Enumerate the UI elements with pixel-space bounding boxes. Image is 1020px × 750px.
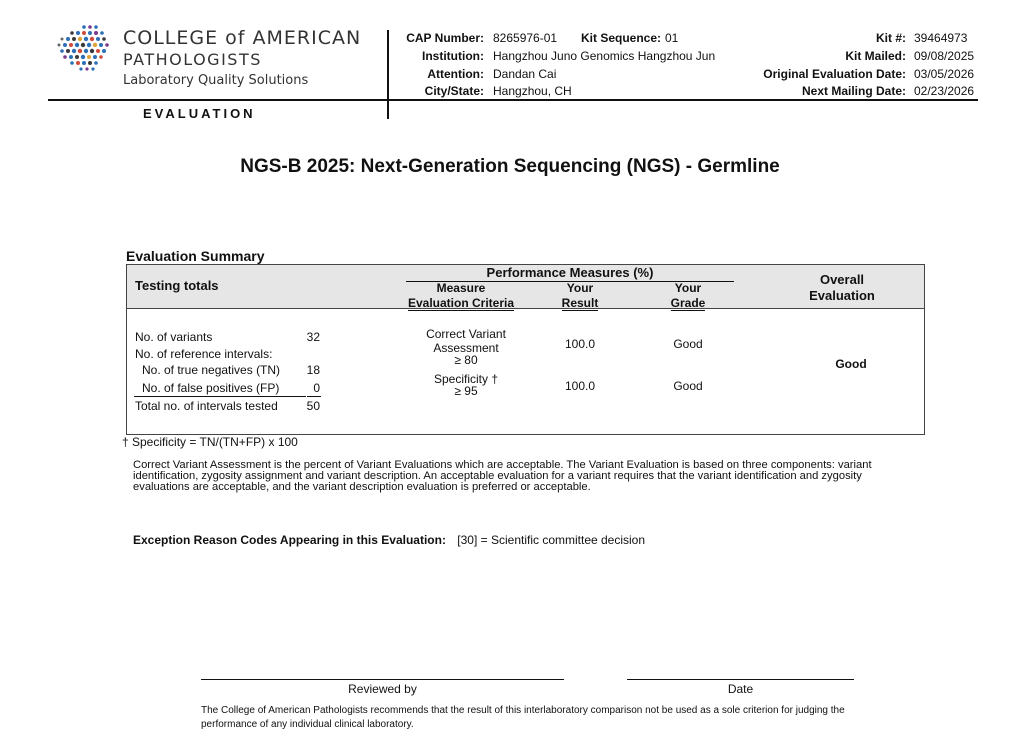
col-grade-label: Grade bbox=[670, 296, 706, 310]
measure2-criteria: ≥ 95 bbox=[454, 384, 478, 398]
performance-measures-header: Performance Measures (%) bbox=[406, 265, 734, 282]
col-grade-line2 bbox=[653, 296, 723, 310]
measure1-criteria: ≥ 80 bbox=[454, 353, 478, 367]
original-evaluation-date-label: Original Evaluation Date: bbox=[763, 67, 906, 81]
institution-label: Institution: bbox=[422, 49, 484, 63]
exception-codes-label: Exception Reason Codes Appearing in this Evaluation: bbox=[133, 533, 446, 547]
city-state-value: Hangzhou, CH bbox=[493, 84, 572, 98]
col-result-label: Result bbox=[561, 296, 599, 310]
total-label-true-negatives: No. of true negatives (TN) bbox=[142, 363, 281, 377]
description-paragraph: Correct Variant Assessment is the percent of Variant Evaluations which are acceptable. The Variant Evaluation is based on three components: variant identification, zygosity assignment and variant description. An acceptable evaluation for a variant requires that the variant identification and zygosity evaluations are acceptable, and the variant description evaluation is preferred or acceptable. bbox=[133, 459, 872, 493]
reviewed-by-label: Reviewed by bbox=[348, 682, 417, 696]
header-divider bbox=[48, 99, 978, 101]
col-measure-line1: Measure bbox=[436, 281, 486, 295]
totals-rule bbox=[134, 396, 306, 397]
section-label: EVALUATION bbox=[143, 106, 256, 121]
totals-rule-value bbox=[307, 396, 321, 397]
total-label-intervals-tested: Total no. of intervals tested bbox=[135, 399, 278, 413]
col-measure-label: Evaluation Criteria bbox=[407, 296, 515, 310]
kit-number-value: 39464973 bbox=[914, 31, 968, 45]
overall-evaluation-value: Good bbox=[835, 357, 867, 371]
total-label-reference-intervals: No. of reference intervals: bbox=[135, 347, 273, 361]
city-state-label: City/State: bbox=[424, 84, 484, 98]
date-label: Date bbox=[727, 682, 754, 696]
col-result-line2 bbox=[545, 296, 615, 310]
measure2-name: Specificity † bbox=[433, 372, 499, 386]
specificity-footnote: † Specificity = TN/(TN+FP) x 100 bbox=[122, 435, 298, 449]
logo-title-line2: PATHOLOGISTS bbox=[123, 50, 262, 69]
measure1-grade: Good bbox=[673, 337, 703, 351]
institution-value: Hangzhou Juno Genomics Hangzhou Jun bbox=[493, 49, 716, 63]
logo-title-line1: COLLEGE of AMERICAN bbox=[123, 27, 362, 49]
measure2-grade: Good bbox=[673, 379, 703, 393]
cap-number-label: CAP Number: bbox=[406, 31, 484, 45]
measure1-result: 100.0 bbox=[564, 337, 596, 351]
reviewed-by-line bbox=[201, 679, 564, 680]
disclaimer-text: The College of American Pathologists recommends that the result of this interlaboratory comparison not be used as a sole criterion for judging the performance of any individual clinical laboratory. bbox=[201, 705, 845, 730]
cap-number-value: 8265976-01 bbox=[493, 31, 558, 45]
col-measure-line2 bbox=[402, 296, 520, 310]
total-value-variants: 32 bbox=[306, 330, 320, 344]
exception-codes-value: [30] = Scientific committee decision bbox=[457, 533, 646, 547]
measure2-result: 100.0 bbox=[564, 379, 596, 393]
header-vertical-divider bbox=[387, 30, 389, 119]
next-mailing-date-value: 02/23/2026 bbox=[914, 84, 975, 98]
kit-mailed-value: 09/08/2025 bbox=[914, 49, 975, 63]
attention-value: Dandan Cai bbox=[493, 67, 557, 81]
date-line bbox=[627, 679, 854, 680]
total-value-intervals-tested: 50 bbox=[306, 399, 320, 413]
kit-number-label: Kit #: bbox=[876, 31, 906, 45]
original-evaluation-date-value: 03/05/2026 bbox=[914, 67, 975, 81]
measure1-name-line1: Correct Variant bbox=[426, 327, 506, 341]
col-grade-line1: Your bbox=[674, 281, 702, 295]
total-label-variants: No. of variants bbox=[135, 330, 213, 344]
kit-mailed-label: Kit Mailed: bbox=[845, 49, 906, 63]
evaluation-summary-heading: Evaluation Summary bbox=[126, 248, 265, 264]
cap-logo-icon bbox=[56, 24, 112, 74]
exception-codes-line bbox=[133, 533, 645, 547]
measure1-name-line2: Assessment bbox=[433, 341, 499, 355]
testing-totals-header: Testing totals bbox=[135, 278, 219, 293]
total-value-true-negatives: 18 bbox=[306, 363, 320, 377]
attention-label: Attention: bbox=[427, 67, 484, 81]
kit-sequence-value: 01 bbox=[665, 31, 679, 45]
report-title: NGS-B 2025: Next-Generation Sequencing (NGS) - Germline bbox=[240, 156, 780, 177]
next-mailing-date-label: Next Mailing Date: bbox=[801, 84, 906, 98]
total-value-false-positives: 0 bbox=[313, 381, 320, 395]
logo-subtitle: Laboratory Quality Solutions bbox=[123, 73, 309, 88]
kit-sequence-label: Kit Sequence: bbox=[580, 31, 661, 45]
col-overall-line2: Evaluation bbox=[809, 288, 875, 303]
col-overall-line1: Overall bbox=[819, 272, 865, 287]
total-label-false-positives: No. of false positives (FP) bbox=[142, 381, 280, 395]
col-result-line1: Your bbox=[566, 281, 594, 295]
